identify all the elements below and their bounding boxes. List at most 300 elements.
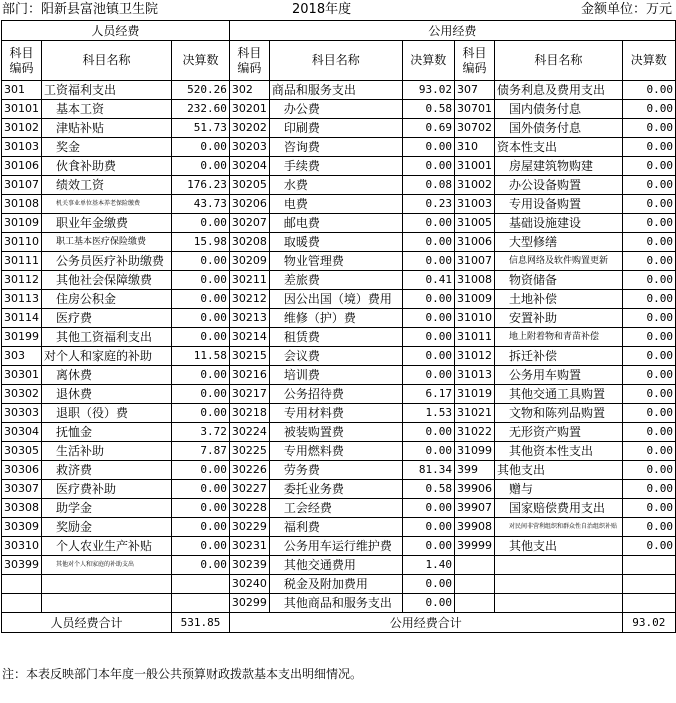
item-code xyxy=(455,594,495,613)
table-row xyxy=(2,271,676,290)
item-name: 其他资本性支出 xyxy=(495,442,623,461)
table-row xyxy=(2,81,676,100)
item-name: 因公出国（境）费用 xyxy=(269,290,402,309)
item-name: 委托业务费 xyxy=(269,480,402,499)
item-amount xyxy=(172,575,230,594)
item-name: 对民间非营利组织和群众性自治组织补贴 xyxy=(495,518,623,537)
item-amount: 43.73 xyxy=(172,195,230,214)
item-code: 30305 xyxy=(2,442,42,461)
item-name: 差旅费 xyxy=(269,271,402,290)
item-name: 被装购置费 xyxy=(269,423,402,442)
item-name: 专用燃料费 xyxy=(269,442,402,461)
item-amount: 0.00 xyxy=(622,100,675,119)
table-row xyxy=(2,404,676,423)
item-code: 30207 xyxy=(229,214,269,233)
item-name: 其他工资福利支出 xyxy=(42,328,172,347)
item-amount: 0.00 xyxy=(172,328,230,347)
item-code: 30213 xyxy=(229,309,269,328)
item-amount xyxy=(622,575,675,594)
item-name: 物资储备 xyxy=(495,271,623,290)
item-amount: 232.60 xyxy=(172,100,230,119)
table-row xyxy=(2,347,676,366)
item-code: 30205 xyxy=(229,176,269,195)
item-code: 30307 xyxy=(2,480,42,499)
year-label: 2018年度 xyxy=(292,2,352,17)
item-amount: 0.00 xyxy=(622,233,675,252)
item-name: 个人农业生产补贴 xyxy=(42,537,172,556)
table-row xyxy=(2,518,676,537)
item-name: 基础设施建设 xyxy=(495,214,623,233)
item-amount: 0.00 xyxy=(622,271,675,290)
table-row xyxy=(2,556,676,575)
item-name: 手续费 xyxy=(269,157,402,176)
item-name: 资本性支出 xyxy=(495,138,623,157)
item-name: 其他支出 xyxy=(495,537,623,556)
item-name: 印刷费 xyxy=(269,119,402,138)
item-amount: 0.00 xyxy=(172,309,230,328)
item-amount: 0.00 xyxy=(402,309,455,328)
item-name: 津贴补贴 xyxy=(42,119,172,138)
table-row xyxy=(2,290,676,309)
item-name: 医疗费 xyxy=(42,309,172,328)
item-amount: 0.58 xyxy=(402,480,455,499)
item-code: 30204 xyxy=(229,157,269,176)
item-name: 专用设备购置 xyxy=(495,195,623,214)
code-header: 科目 编码 xyxy=(2,41,42,81)
table-row xyxy=(2,442,676,461)
public-total-value: 93.02 xyxy=(622,613,675,633)
name-header: 科目名称 xyxy=(269,41,402,81)
item-amount: 0.23 xyxy=(402,195,455,214)
item-name: 无形资产购置 xyxy=(495,423,623,442)
item-name: 地上附着物和青苗补偿 xyxy=(495,328,623,347)
item-code: 30111 xyxy=(2,252,42,271)
item-amount: 0.00 xyxy=(402,290,455,309)
item-code: 30228 xyxy=(229,499,269,518)
item-code: 30215 xyxy=(229,347,269,366)
item-code: 399 xyxy=(455,461,495,480)
item-amount: 0.00 xyxy=(402,157,455,176)
item-name: 工资福利支出 xyxy=(42,81,172,100)
item-amount: 0.08 xyxy=(402,176,455,195)
item-code: 30399 xyxy=(2,556,42,575)
table-row xyxy=(2,233,676,252)
item-name: 国内债务付息 xyxy=(495,100,623,119)
item-name: 医疗费补助 xyxy=(42,480,172,499)
item-name: 救济费 xyxy=(42,461,172,480)
item-code: 30107 xyxy=(2,176,42,195)
item-code: 30109 xyxy=(2,214,42,233)
item-name: 其他商品和服务支出 xyxy=(269,594,402,613)
item-name: 助学金 xyxy=(42,499,172,518)
expenditure-table xyxy=(1,20,676,633)
item-amount: 0.00 xyxy=(622,347,675,366)
item-name: 对个人和家庭的补助 xyxy=(42,347,172,366)
item-code: 39908 xyxy=(455,518,495,537)
item-amount: 1.53 xyxy=(402,404,455,423)
item-name: 福利费 xyxy=(269,518,402,537)
item-code: 30209 xyxy=(229,252,269,271)
item-code: 30227 xyxy=(229,480,269,499)
item-name: 房屋建筑物购建 xyxy=(495,157,623,176)
item-amount: 0.00 xyxy=(172,480,230,499)
item-code: 30113 xyxy=(2,290,42,309)
item-name: 住房公积金 xyxy=(42,290,172,309)
item-amount: 0.00 xyxy=(622,537,675,556)
item-code: 30229 xyxy=(229,518,269,537)
amount-header: 决算数 xyxy=(622,41,675,81)
item-code: 30106 xyxy=(2,157,42,176)
item-name: 税金及附加费用 xyxy=(269,575,402,594)
item-name: 其他社会保障缴费 xyxy=(42,271,172,290)
item-amount: 0.00 xyxy=(172,518,230,537)
item-code: 30299 xyxy=(229,594,269,613)
item-amount: 6.17 xyxy=(402,385,455,404)
public-total-label: 公用经费合计 xyxy=(229,613,622,633)
item-amount xyxy=(172,594,230,613)
table-row xyxy=(2,309,676,328)
item-amount: 0.00 xyxy=(402,347,455,366)
item-amount: 0.00 xyxy=(172,537,230,556)
item-code: 31006 xyxy=(455,233,495,252)
item-code: 30208 xyxy=(229,233,269,252)
item-amount: 0.00 xyxy=(622,290,675,309)
item-code xyxy=(455,556,495,575)
item-amount: 0.00 xyxy=(622,366,675,385)
item-code: 30216 xyxy=(229,366,269,385)
item-code: 30202 xyxy=(229,119,269,138)
item-name xyxy=(495,575,623,594)
item-code: 30701 xyxy=(455,100,495,119)
department-label: 部门：阳新县富池镇卫生院 xyxy=(2,2,159,17)
item-code: 39907 xyxy=(455,499,495,518)
item-amount: 0.00 xyxy=(622,518,675,537)
item-name: 商品和服务支出 xyxy=(269,81,402,100)
item-amount: 0.00 xyxy=(622,214,675,233)
item-name: 文物和陈列品购置 xyxy=(495,404,623,423)
item-amount: 0.00 xyxy=(622,138,675,157)
item-name xyxy=(495,594,623,613)
item-amount: 0.00 xyxy=(622,157,675,176)
amount-header: 决算数 xyxy=(172,41,230,81)
table-row xyxy=(2,119,676,138)
item-amount: 0.00 xyxy=(622,480,675,499)
item-name: 机关事业单位基本养老保险缴费 xyxy=(42,195,172,214)
item-amount: 0.00 xyxy=(172,252,230,271)
item-name: 维修（护）费 xyxy=(269,309,402,328)
item-amount: 0.00 xyxy=(172,556,230,575)
item-amount: 0.00 xyxy=(172,499,230,518)
item-code: 30217 xyxy=(229,385,269,404)
item-name xyxy=(495,556,623,575)
table-row xyxy=(2,138,676,157)
item-amount: 0.00 xyxy=(172,404,230,423)
table-row xyxy=(2,461,676,480)
item-amount xyxy=(622,556,675,575)
item-code: 30212 xyxy=(229,290,269,309)
table-row xyxy=(2,594,676,613)
item-code: 30303 xyxy=(2,404,42,423)
table-row xyxy=(2,252,676,271)
item-code: 31099 xyxy=(455,442,495,461)
item-name: 拆迁补偿 xyxy=(495,347,623,366)
item-name: 债务利息及费用支出 xyxy=(495,81,623,100)
item-name: 劳务费 xyxy=(269,461,402,480)
item-name: 公务招待费 xyxy=(269,385,402,404)
item-amount: 0.00 xyxy=(622,442,675,461)
table-row xyxy=(2,176,676,195)
item-code: 30214 xyxy=(229,328,269,347)
table-row xyxy=(2,100,676,119)
item-name: 奖励金 xyxy=(42,518,172,537)
item-amount: 0.00 xyxy=(172,214,230,233)
item-code: 30225 xyxy=(229,442,269,461)
item-name: 公务用车购置 xyxy=(495,366,623,385)
item-code: 30203 xyxy=(229,138,269,157)
item-amount: 0.00 xyxy=(402,518,455,537)
amount-header: 决算数 xyxy=(402,41,455,81)
item-amount: 81.34 xyxy=(402,461,455,480)
item-name: 退职（役）费 xyxy=(42,404,172,423)
table-row xyxy=(2,385,676,404)
item-code: 30206 xyxy=(229,195,269,214)
item-code: 31008 xyxy=(455,271,495,290)
item-name: 国外债务付息 xyxy=(495,119,623,138)
item-amount: 0.00 xyxy=(402,328,455,347)
item-name: 专用材料费 xyxy=(269,404,402,423)
table-row xyxy=(2,499,676,518)
item-amount: 0.00 xyxy=(402,252,455,271)
item-code: 39999 xyxy=(455,537,495,556)
item-code: 31021 xyxy=(455,404,495,423)
item-amount: 3.72 xyxy=(172,423,230,442)
table-row xyxy=(2,423,676,442)
item-amount: 0.00 xyxy=(172,366,230,385)
item-name: 信息网络及软件购置更新 xyxy=(495,252,623,271)
item-name: 伙食补助费 xyxy=(42,157,172,176)
item-code: 30226 xyxy=(229,461,269,480)
item-amount: 0.00 xyxy=(402,594,455,613)
public-section-title: 公用经费 xyxy=(229,21,675,41)
table-row xyxy=(2,195,676,214)
item-name xyxy=(42,594,172,613)
table-row xyxy=(2,214,676,233)
item-name: 公务员医疗补助缴费 xyxy=(42,252,172,271)
item-code: 301 xyxy=(2,81,42,100)
item-name: 基本工资 xyxy=(42,100,172,119)
item-amount: 0.00 xyxy=(622,195,675,214)
item-amount: 0.00 xyxy=(172,290,230,309)
item-code: 30110 xyxy=(2,233,42,252)
item-amount: 0.00 xyxy=(402,575,455,594)
item-code: 31002 xyxy=(455,176,495,195)
item-name: 咨询费 xyxy=(269,138,402,157)
table-row xyxy=(2,537,676,556)
item-code: 39906 xyxy=(455,480,495,499)
item-name xyxy=(42,575,172,594)
item-name: 培训费 xyxy=(269,366,402,385)
item-name: 租赁费 xyxy=(269,328,402,347)
table-row xyxy=(2,328,676,347)
item-name: 赠与 xyxy=(495,480,623,499)
item-amount: 0.00 xyxy=(402,233,455,252)
item-code: 30114 xyxy=(2,309,42,328)
item-amount: 0.00 xyxy=(622,423,675,442)
item-code: 30112 xyxy=(2,271,42,290)
item-name: 退休费 xyxy=(42,385,172,404)
item-code: 31003 xyxy=(455,195,495,214)
item-amount: 0.41 xyxy=(402,271,455,290)
item-name: 其他支出 xyxy=(495,461,623,480)
unit-label: 金额单位：万元 xyxy=(580,2,672,17)
item-code: 31013 xyxy=(455,366,495,385)
table-row xyxy=(2,575,676,594)
item-name: 大型修缮 xyxy=(495,233,623,252)
item-amount: 520.26 xyxy=(172,81,230,100)
item-name: 离休费 xyxy=(42,366,172,385)
item-code: 30304 xyxy=(2,423,42,442)
item-code: 31007 xyxy=(455,252,495,271)
footnote: 注：本表反映部门本年度一般公共预算财政拨款基本支出明细情况。 xyxy=(2,667,363,681)
item-amount: 0.00 xyxy=(172,461,230,480)
item-code: 30103 xyxy=(2,138,42,157)
item-name: 邮电费 xyxy=(269,214,402,233)
item-name: 水费 xyxy=(269,176,402,195)
item-amount: 0.00 xyxy=(622,176,675,195)
item-amount: 0.69 xyxy=(402,119,455,138)
name-header: 科目名称 xyxy=(42,41,172,81)
item-amount: 0.00 xyxy=(622,309,675,328)
item-code: 30310 xyxy=(2,537,42,556)
item-amount: 0.00 xyxy=(622,499,675,518)
item-name: 其他对个人和家庭的补助支出 xyxy=(42,556,172,575)
item-code: 310 xyxy=(455,138,495,157)
item-code: 30211 xyxy=(229,271,269,290)
item-amount: 0.00 xyxy=(622,385,675,404)
item-amount: 7.87 xyxy=(172,442,230,461)
item-code: 31011 xyxy=(455,328,495,347)
item-code: 31009 xyxy=(455,290,495,309)
item-amount: 0.58 xyxy=(402,100,455,119)
table-row xyxy=(2,157,676,176)
item-name: 国家赔偿费用支出 xyxy=(495,499,623,518)
item-name: 土地补偿 xyxy=(495,290,623,309)
item-name: 职工基本医疗保险缴费 xyxy=(42,233,172,252)
item-amount: 0.00 xyxy=(622,404,675,423)
item-code: 31005 xyxy=(455,214,495,233)
item-code: 31019 xyxy=(455,385,495,404)
item-amount: 0.00 xyxy=(622,328,675,347)
item-name: 电费 xyxy=(269,195,402,214)
item-name: 工会经费 xyxy=(269,499,402,518)
item-name: 其他交通费用 xyxy=(269,556,402,575)
item-amount: 0.00 xyxy=(402,537,455,556)
item-code: 303 xyxy=(2,347,42,366)
item-amount: 0.00 xyxy=(402,423,455,442)
item-amount: 0.00 xyxy=(622,119,675,138)
item-amount: 1.40 xyxy=(402,556,455,575)
personnel-total-value: 531.85 xyxy=(172,613,230,633)
item-amount: 0.00 xyxy=(172,138,230,157)
item-code: 30240 xyxy=(229,575,269,594)
item-amount: 176.23 xyxy=(172,176,230,195)
item-code xyxy=(455,575,495,594)
table-row xyxy=(2,366,676,385)
item-amount: 0.00 xyxy=(622,81,675,100)
item-name: 公务用车运行维护费 xyxy=(269,537,402,556)
item-code: 30239 xyxy=(229,556,269,575)
item-amount: 0.00 xyxy=(402,138,455,157)
item-code: 30101 xyxy=(2,100,42,119)
item-amount: 51.73 xyxy=(172,119,230,138)
item-name: 办公费 xyxy=(269,100,402,119)
name-header: 科目名称 xyxy=(495,41,623,81)
item-amount: 0.00 xyxy=(622,252,675,271)
item-code: 307 xyxy=(455,81,495,100)
code-header: 科目 编码 xyxy=(455,41,495,81)
item-code xyxy=(2,594,42,613)
personnel-total-label: 人员经费合计 xyxy=(2,613,172,633)
item-amount: 11.58 xyxy=(172,347,230,366)
item-code: 30302 xyxy=(2,385,42,404)
item-amount: 93.02 xyxy=(402,81,455,100)
item-name: 物业管理费 xyxy=(269,252,402,271)
item-amount xyxy=(622,594,675,613)
item-name: 生活补助 xyxy=(42,442,172,461)
item-code: 30308 xyxy=(2,499,42,518)
item-code: 30102 xyxy=(2,119,42,138)
item-amount: 0.00 xyxy=(402,366,455,385)
item-code: 30218 xyxy=(229,404,269,423)
item-code: 30108 xyxy=(2,195,42,214)
item-code: 30199 xyxy=(2,328,42,347)
item-amount: 0.00 xyxy=(172,157,230,176)
table-row xyxy=(2,480,676,499)
item-name: 安置补助 xyxy=(495,309,623,328)
item-amount: 0.00 xyxy=(402,442,455,461)
item-code xyxy=(2,575,42,594)
item-name: 会议费 xyxy=(269,347,402,366)
item-name: 职业年金缴费 xyxy=(42,214,172,233)
item-name: 绩效工资 xyxy=(42,176,172,195)
item-amount: 0.00 xyxy=(402,214,455,233)
item-code: 30231 xyxy=(229,537,269,556)
item-amount: 0.00 xyxy=(622,461,675,480)
personnel-section-title: 人员经费 xyxy=(2,21,230,41)
item-code: 30309 xyxy=(2,518,42,537)
code-header: 科目 编码 xyxy=(229,41,269,81)
item-name: 办公设备购置 xyxy=(495,176,623,195)
item-amount: 0.00 xyxy=(172,271,230,290)
item-name: 抚恤金 xyxy=(42,423,172,442)
item-code: 31012 xyxy=(455,347,495,366)
item-code: 30306 xyxy=(2,461,42,480)
item-code: 31001 xyxy=(455,157,495,176)
item-amount: 15.98 xyxy=(172,233,230,252)
item-amount: 0.00 xyxy=(402,499,455,518)
item-code: 31010 xyxy=(455,309,495,328)
item-code: 30702 xyxy=(455,119,495,138)
item-amount: 0.00 xyxy=(172,385,230,404)
item-code: 302 xyxy=(229,81,269,100)
item-name: 取暖费 xyxy=(269,233,402,252)
item-name: 其他交通工具购置 xyxy=(495,385,623,404)
item-code: 31022 xyxy=(455,423,495,442)
item-code: 30224 xyxy=(229,423,269,442)
item-code: 30201 xyxy=(229,100,269,119)
item-name: 奖金 xyxy=(42,138,172,157)
item-code: 30301 xyxy=(2,366,42,385)
